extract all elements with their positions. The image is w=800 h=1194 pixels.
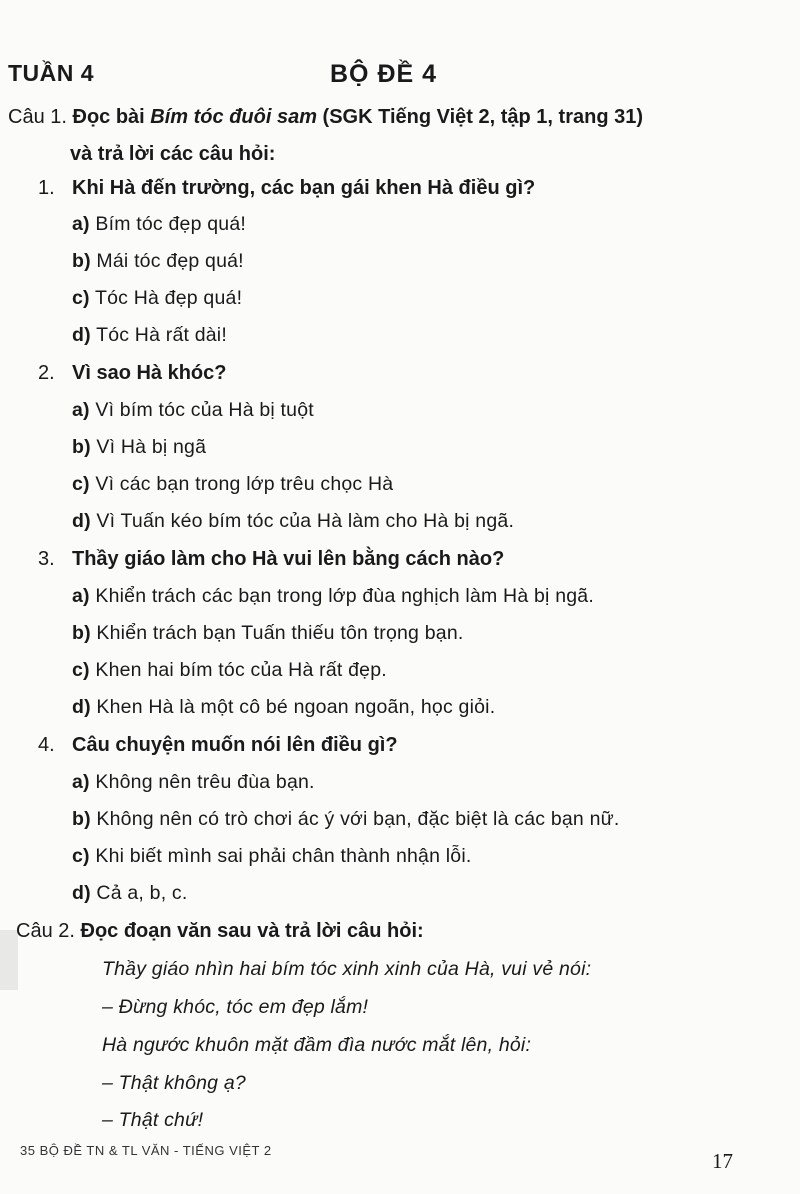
- q3-option-b: b) Khiển trách bạn Tuấn thiếu tôn trọng bạn.: [72, 622, 464, 644]
- q2-option-c: c) Vì các bạn trong lớp trêu chọc Hà: [72, 473, 394, 495]
- q3-option-a: a) Khiển trách các bạn trong lớp đùa nghịch làm Hà bị ngã.: [72, 585, 594, 607]
- cau2-label: Câu 2.: [16, 920, 75, 942]
- question-3: [38, 548, 504, 571]
- week-heading: TUẦN 4: [8, 60, 95, 86]
- q4-option-b: b) Không nên có trò chơi ác ý với bạn, đặc biệt là các bạn nữ.: [72, 808, 620, 830]
- q1-option-c: c) Tóc Hà đẹp quá!: [72, 287, 243, 309]
- q3-option-c: c) Khen hai bím tóc của Hà rất đẹp.: [72, 659, 387, 681]
- page-title: BỘ ĐỀ 4: [330, 60, 438, 88]
- q1-option-a: a) Bím tóc đẹp quá!: [72, 213, 246, 235]
- cau1-pre: Đọc bài: [66, 106, 151, 128]
- question-1: [38, 177, 535, 200]
- page-number: 17: [712, 1149, 733, 1173]
- cau1-heading: [8, 106, 643, 129]
- question-2-number: 2.: [38, 362, 55, 384]
- question-4-number: 4.: [38, 734, 55, 756]
- question-4-text: Câu chuyện muốn nói lên điều gì?: [72, 734, 398, 756]
- q4-option-c: c) Khi biết mình sai phải chân thành nhận lỗi.: [72, 845, 472, 867]
- question-3-number: 3.: [38, 548, 55, 570]
- cau1-line2: và trả lời các câu hỏi:: [70, 143, 276, 165]
- question-1-number: 1.: [38, 177, 55, 199]
- passage-line-5: – Thật chứ!: [102, 1109, 204, 1131]
- cau1-label: Câu 1.: [8, 106, 67, 128]
- cau2-heading: [16, 920, 424, 943]
- question-1-text: Khi Hà đến trường, các bạn gái khen Hà điều gì?: [72, 177, 536, 199]
- passage-line-3: Hà ngước khuôn mặt đầm đìa nước mắt lên, hỏi:: [102, 1034, 532, 1056]
- question-4: [38, 734, 398, 757]
- cau1-book-title: Bím tóc đuôi sam: [150, 106, 317, 128]
- question-2-text: Vì sao Hà khóc?: [72, 362, 227, 384]
- footer-book-title: 35 BỘ ĐỀ TN & TL VĂN - TIẾNG VIỆT 2: [20, 1143, 272, 1158]
- q2-option-b: b) Vì Hà bị ngã: [72, 436, 207, 458]
- q2-option-a: a) Vì bím tóc của Hà bị tuột: [72, 399, 314, 421]
- passage-line-1: Thầy giáo nhìn hai bím tóc xinh xinh của Hà, vui vẻ nói:: [102, 958, 592, 980]
- q4-option-d: d) Cả a, b, c.: [72, 882, 188, 904]
- cau1-post: (SGK Tiếng Việt 2, tập 1, trang 31): [317, 106, 644, 128]
- question-2: [38, 362, 227, 385]
- q1-option-d: d) Tóc Hà rất dài!: [72, 324, 227, 346]
- q3-option-d: d) Khen Hà là một cô bé ngoan ngoãn, học giỏi.: [72, 696, 496, 718]
- q1-option-b: b) Mái tóc đẹp quá!: [72, 250, 244, 272]
- q4-option-a: a) Không nên trêu đùa bạn.: [72, 771, 315, 793]
- passage-line-2: – Đừng khóc, tóc em đẹp lắm!: [102, 996, 369, 1018]
- question-3-text: Thầy giáo làm cho Hà vui lên bằng cách nào?: [72, 548, 505, 570]
- q2-option-d: d) Vì Tuấn kéo bím tóc của Hà làm cho Hà bị ngã.: [72, 510, 515, 532]
- passage-line-4: – Thật không ạ?: [102, 1072, 246, 1094]
- cau2-text: Đọc đoạn văn sau và trả lời câu hỏi:: [74, 920, 424, 942]
